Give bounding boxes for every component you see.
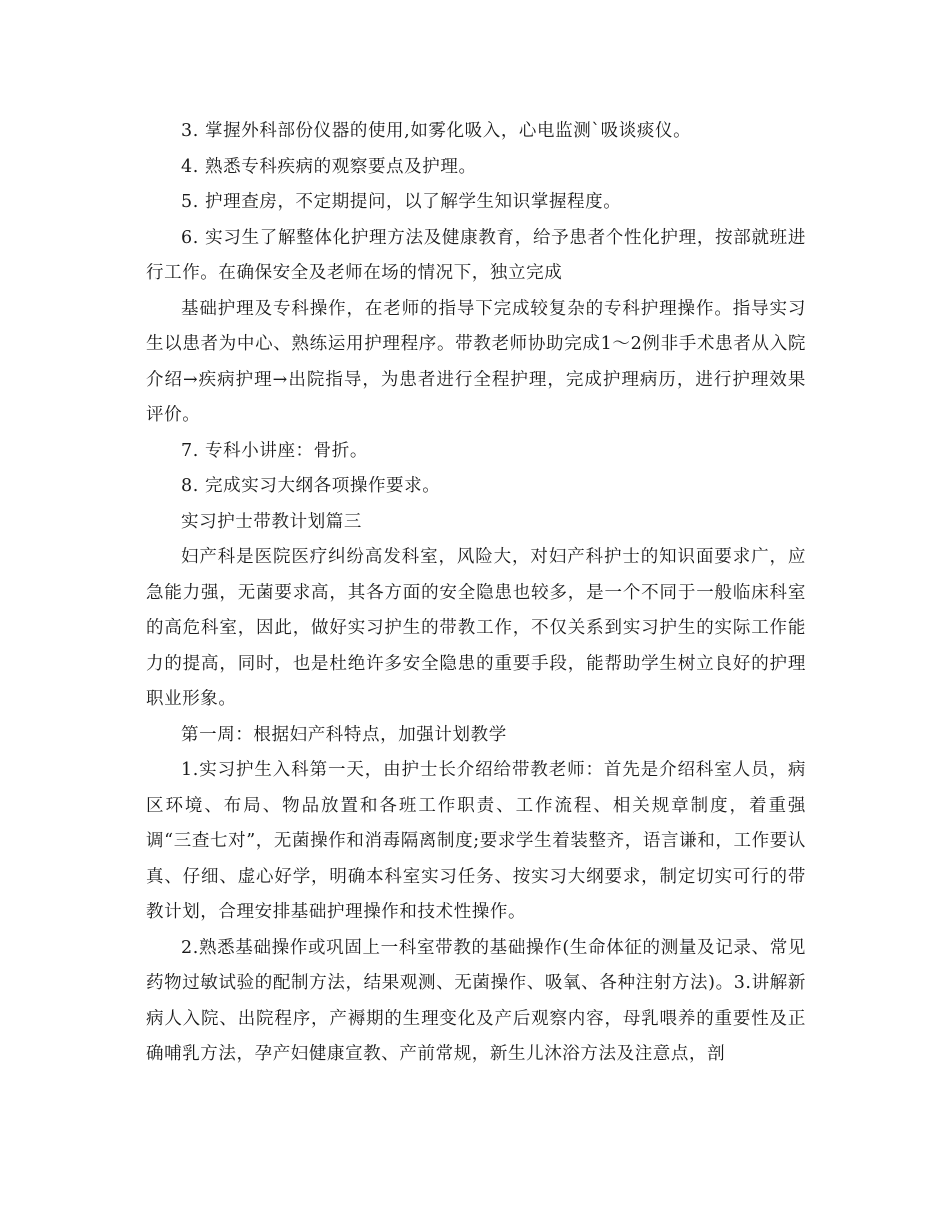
section-heading: 实习护士带教计划篇三	[181, 511, 362, 532]
paragraph-week-item-1: 1.实习护生入科第一天，由护士长介绍给带教老师：首先是介绍科室人员，病区环境、布局、物品放置和各班工作职责、工作流程、相关规章制度，着重强调“三查七对”，无菌操作和消毒隔离制度;要求学生着装整齐，语言谦和，工作要认真、仔细、虚心好学，明确本科室实习任务、按实习大纲要求，制定切实可行的带教计划，合理安排基础护理操作和技术性操作。	[146, 760, 806, 922]
paragraph-item-4: 4. 熟悉专科疾病的观察要点及护理。	[181, 156, 477, 177]
paragraph-item-7: 7. 专科小讲座：骨折。	[181, 440, 368, 461]
paragraph-continuation: 基础护理及专科操作，在老师的指导下完成较复杂的专科护理操作。指导实习生以患者为中心、熟练运用护理程序。带教老师协助完成1～2例非手术患者从入院介绍→疾病护理→出院指导，为患者进行全程护理，完成护理病历，进行护理效果评价。	[146, 298, 806, 425]
document-body	[146, 114, 806, 1073]
week-heading: 第一周：根据妇产科特点，加强计划教学	[181, 724, 507, 745]
paragraph-intro: 妇产科是医院医疗纠纷高发科室，风险大，对妇产科护士的知识面要求广，应急能力强，无菌要求高，其各方面的安全隐患也较多，是一个不同于一般临床科室的高危科室，因此，做好实习护生的带教工作，不仅关系到实习护生的实际工作能力的提高，同时，也是杜绝许多安全隐患的重要手段，能帮助学生树立良好的护理职业形象。	[146, 547, 806, 709]
paragraph-item-5: 5. 护理查房，不定期提问，以了解学生知识掌握程度。	[181, 192, 622, 212]
paragraph-item-6: 6. 实习生了解整体化护理方法及健康教育，给予患者个性化护理，按部就班进行工作。在确保安全及老师在场的情况下，独立完成	[146, 227, 806, 283]
paragraph-item-8: 8. 完成实习大纲各项操作要求。	[181, 476, 441, 496]
paragraph-week-item-2: 2.熟悉基础操作或巩固上一科室带教的基础操作(生命体征的测量及记录、常见药物过敏试验的配制方法，结果观测、无菌操作、吸氧、各种注射方法)。3.讲解新病人入院、出院程序，产褥期的生理变化及产后观察内容，母乳喂养的重要性及正确哺乳方法，孕产妇健康宣教、产前常规，新生儿沐浴方法及注意点，剖	[146, 937, 806, 1064]
paragraph-item-3: 3. 掌握外科部份仪器的使用,如雾化吸入，心电监测`吸谈痰仪。	[181, 121, 692, 141]
